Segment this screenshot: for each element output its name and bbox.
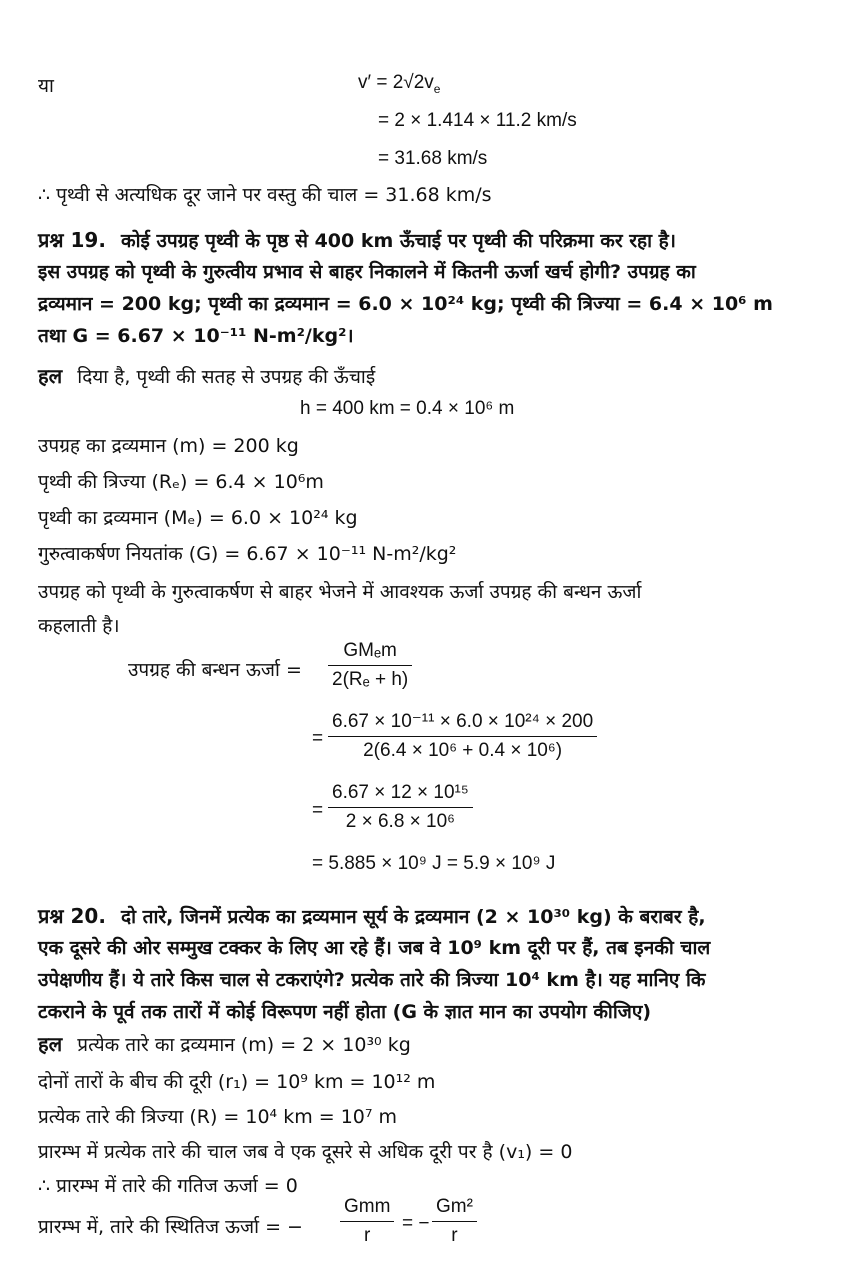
earth-radius: पृथ्वी की त्रिज्या (Rₑ) = 6.4 × 10⁶m — [38, 471, 324, 493]
question-20-line-3: उपेक्षणीय हैं। ये तारे किस चाल से टकराएंगे? प्रत्येक तारे की त्रिज्या 10⁴ km है। यह मानिए कि — [38, 969, 706, 991]
gravitational-constant: गुरुत्वाकर्षण नियतांक (G) = 6.67 × 10⁻¹¹ N-m²/kg² — [38, 543, 457, 565]
star-mass: प्रत्येक तारे का द्रव्यमान (m) = 2 × 10³⁰ kg — [77, 1034, 411, 1056]
velocity-step-1: = 2 × 1.414 × 11.2 km/s — [378, 110, 577, 131]
solution-19-label: हल — [38, 364, 63, 388]
fraction-2-numerator: 6.67 × 10⁻¹¹ × 6.0 × 10²⁴ × 200 — [328, 710, 597, 737]
fraction-1-numerator: GMₑm — [328, 640, 412, 666]
star-radius: प्रत्येक तारे की त्रिज्या (R) = 10⁴ km = 10⁷ m — [38, 1106, 398, 1128]
question-20-line-4: टकराने के पूर्व तक तारों में कोई विरूपण नहीं होता (G के ज्ञात मान का उपयोग कीजिए) — [38, 1001, 652, 1023]
solution-19-intro-line — [38, 362, 375, 389]
pe-equals-minus: = − — [402, 1213, 430, 1234]
velocity-step-2: = 31.68 km/s — [378, 148, 488, 169]
pe-fraction-2-denominator: r — [451, 1225, 458, 1246]
question-19-line-2: इस उपग्रह को पृथ्वी के गुरुत्वीय प्रभाव से बाहर निकालने में कितनी ऊर्जा खर्च होगी? उपग्रह का — [38, 261, 696, 283]
initial-kinetic-energy: ∴ प्रारम्भ में तारे की गतिज ऊर्जा = 0 — [38, 1175, 298, 1197]
potential-energy-fraction-2 — [432, 1196, 477, 1247]
potential-energy-label: प्रारम्भ में, तारे की स्थितिज ऊर्जा = − — [38, 1216, 303, 1238]
fraction-2-denominator: 2(6.4 × 10⁶ + 0.4 × 10⁶) — [363, 740, 563, 761]
question-19-line-4: तथा G = 6.67 × 10⁻¹¹ N-m²/kg²। — [38, 325, 354, 347]
pe-fraction-1-denominator: r — [364, 1225, 371, 1246]
initial-speed: प्रारम्भ में प्रत्येक तारे की चाल जब वे एक दूसरे से अधिक दूरी पर है (v₁) = 0 — [38, 1141, 573, 1163]
question-19-label: प्रश्न 19. — [38, 228, 106, 252]
star-distance: दोनों तारों के बीच की दूरी (r₁) = 10⁹ km = 10¹² m — [38, 1071, 436, 1093]
potential-energy-fraction-1 — [340, 1196, 394, 1247]
velocity-equation — [358, 72, 440, 96]
velocity-equation-text: v′ = 2√2v — [358, 72, 434, 93]
question-19-line-3: द्रव्यमान = 200 kg; पृथ्वी का द्रव्यमान = 6.0 × 10²⁴ kg; पृथ्वी की त्रिज्या = 6.4 × 10⁶ m — [38, 293, 773, 315]
or-label: या — [38, 75, 54, 97]
pe-fraction-2-numerator: Gm² — [432, 1196, 477, 1222]
binding-energy-desc-1: उपग्रह को पृथ्वी के गुरुत्वाकर्षण से बाहर भेजने में आवश्यक ऊर्जा उपग्रह की बन्धन ऊर्जा — [38, 581, 642, 603]
velocity-conclusion: ∴ पृथ्वी से अत्यधिक दूर जाने पर वस्तु की चाल = 31.68 km/s — [38, 184, 492, 206]
satellite-mass: उपग्रह का द्रव्यमान (m) = 200 kg — [38, 435, 299, 457]
binding-energy-desc-2: कहलाती है। — [38, 615, 120, 637]
pe-fraction-1-numerator: Gmm — [340, 1196, 394, 1222]
fraction-1-denominator: 2(Rₑ + h) — [332, 669, 409, 690]
earth-mass: पृथ्वी का द्रव्यमान (Mₑ) = 6.0 × 10²⁴ kg — [38, 507, 358, 529]
solution-20-mass-line — [38, 1030, 411, 1057]
binding-energy-fraction-3 — [328, 782, 473, 833]
question-20-line-1 — [38, 902, 706, 929]
question-19-line-1 — [38, 226, 676, 253]
question-20-label: प्रश्न 20. — [38, 904, 106, 928]
velocity-subscript: e — [433, 81, 441, 96]
solution-19-intro: दिया है, पृथ्वी की सतह से उपग्रह की ऊँचाई — [77, 366, 376, 388]
solution-20-label: हल — [38, 1032, 63, 1056]
binding-energy-fraction-1 — [328, 640, 412, 691]
equals-sign-3: = — [312, 800, 324, 821]
question-19-text-1: कोई उपग्रह पृथ्वी के पृष्ठ से 400 km ऊँचाई पर पृथ्वी की परिक्रमा कर रहा है। — [121, 230, 676, 252]
equals-sign-2: = — [312, 728, 324, 749]
question-20-text-1: दो तारे, जिनमें प्रत्येक का द्रव्यमान सूर्य के द्रव्यमान (2 × 10³⁰ kg) के बराबर है, — [121, 906, 706, 928]
question-20-line-2: एक दूसरे की ओर सम्मुख टक्कर के लिए आ रहे हैं। जब वे 10⁹ km दूरी पर हैं, तब इनकी चाल — [38, 937, 711, 959]
binding-energy-label: उपग्रह की बन्धन ऊर्जा = — [128, 659, 302, 681]
binding-energy-result: = 5.885 × 10⁹ J = 5.9 × 10⁹ J — [312, 853, 556, 874]
binding-energy-fraction-2 — [328, 710, 597, 762]
height-equation: h = 400 km = 0.4 × 10⁶ m — [300, 398, 515, 419]
fraction-3-numerator: 6.67 × 12 × 10¹⁵ — [328, 782, 473, 808]
fraction-3-denominator: 2 × 6.8 × 10⁶ — [345, 811, 455, 832]
